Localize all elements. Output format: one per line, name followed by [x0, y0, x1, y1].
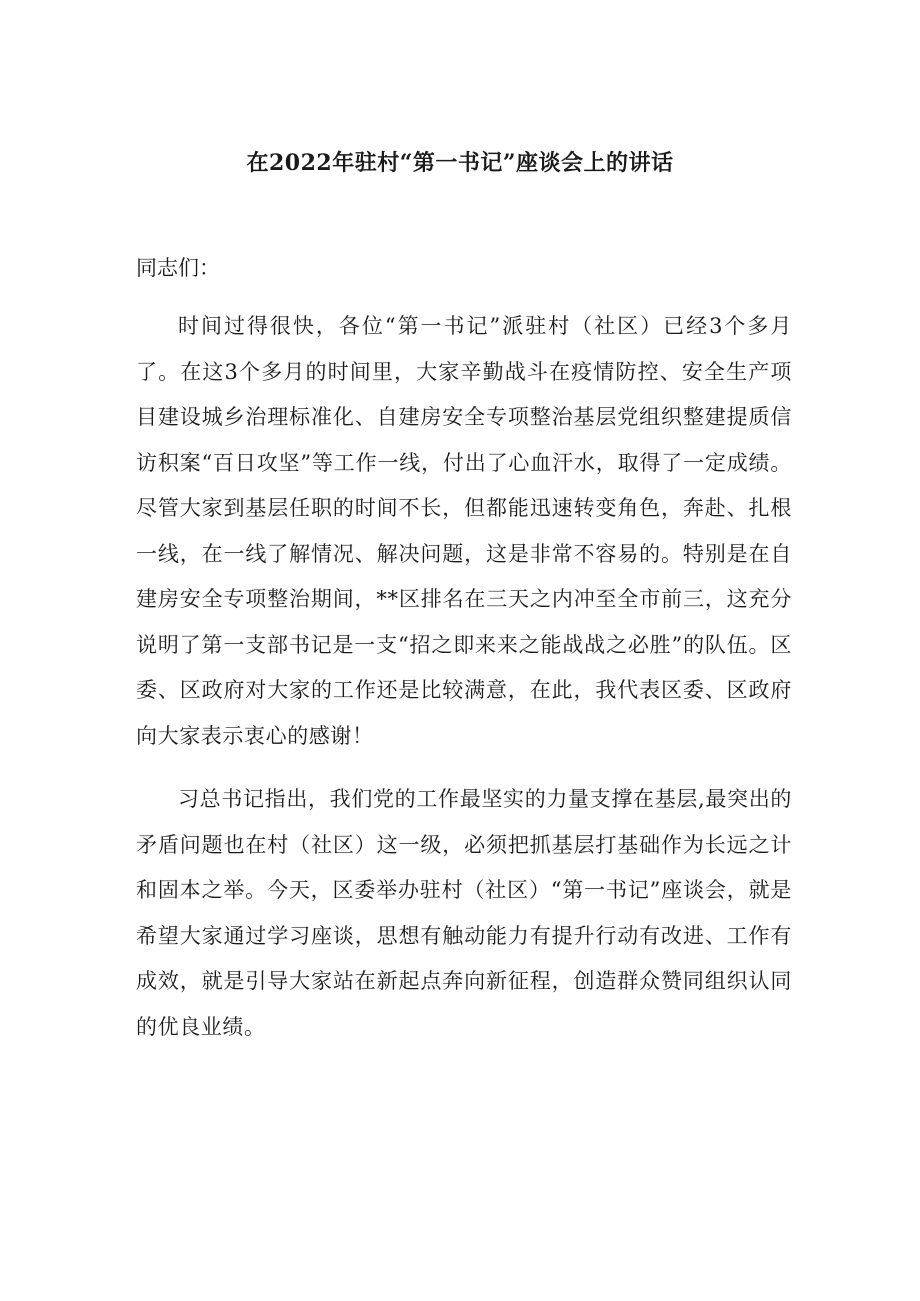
document-body: [136, 250, 792, 1068]
salutation: 同志们：: [136, 256, 220, 280]
paragraph-2: 习总书记指出，我们党的工作最坚实的力量支撑在基层,最突出的矛盾问题也在村（社区）这一级，必须把抓基层打基础作为长远之计和固本之举。今天，区委举办驻村（社区）“第一书记”座谈会，就是希望大家通过学习座谈，思想有触动能力有提升行动有改进、工作有成效，就是引导大家站在新起点奔向新征程，创造群众赞同组织认同的优良业绩。: [136, 787, 792, 1039]
document-title: 在2022年驻村“第一书记”座谈会上的讲话: [246, 150, 674, 176]
paragraph-1: 时间过得很快，各位“第一书记”派驻村（社区）已经3个多月了。在这3个多月的时间里，大家辛勤战斗在疫情防控、安全生产项目建设城乡治理标准化、自建房安全专项整治基层党组织整建提质信访积案“百日攻坚”等工作一线，付出了心血汗水，取得了一定成绩。尽管大家到基层任职的时间不长，但都能迅速转变角色，奔赴、扎根一线，在一线了解情况、解决问题，这是非常不容易的。特别是在自建房安全专项整治期间，**区排名在三天之内冲至全市前三，这充分说明了第一支部书记是一支“招之即来来之能战战之必胜”的队伍。区委、区政府对大家的工作还是比较满意，在此，我代表区委、区政府向大家表示衷心的感谢！: [136, 314, 792, 748]
